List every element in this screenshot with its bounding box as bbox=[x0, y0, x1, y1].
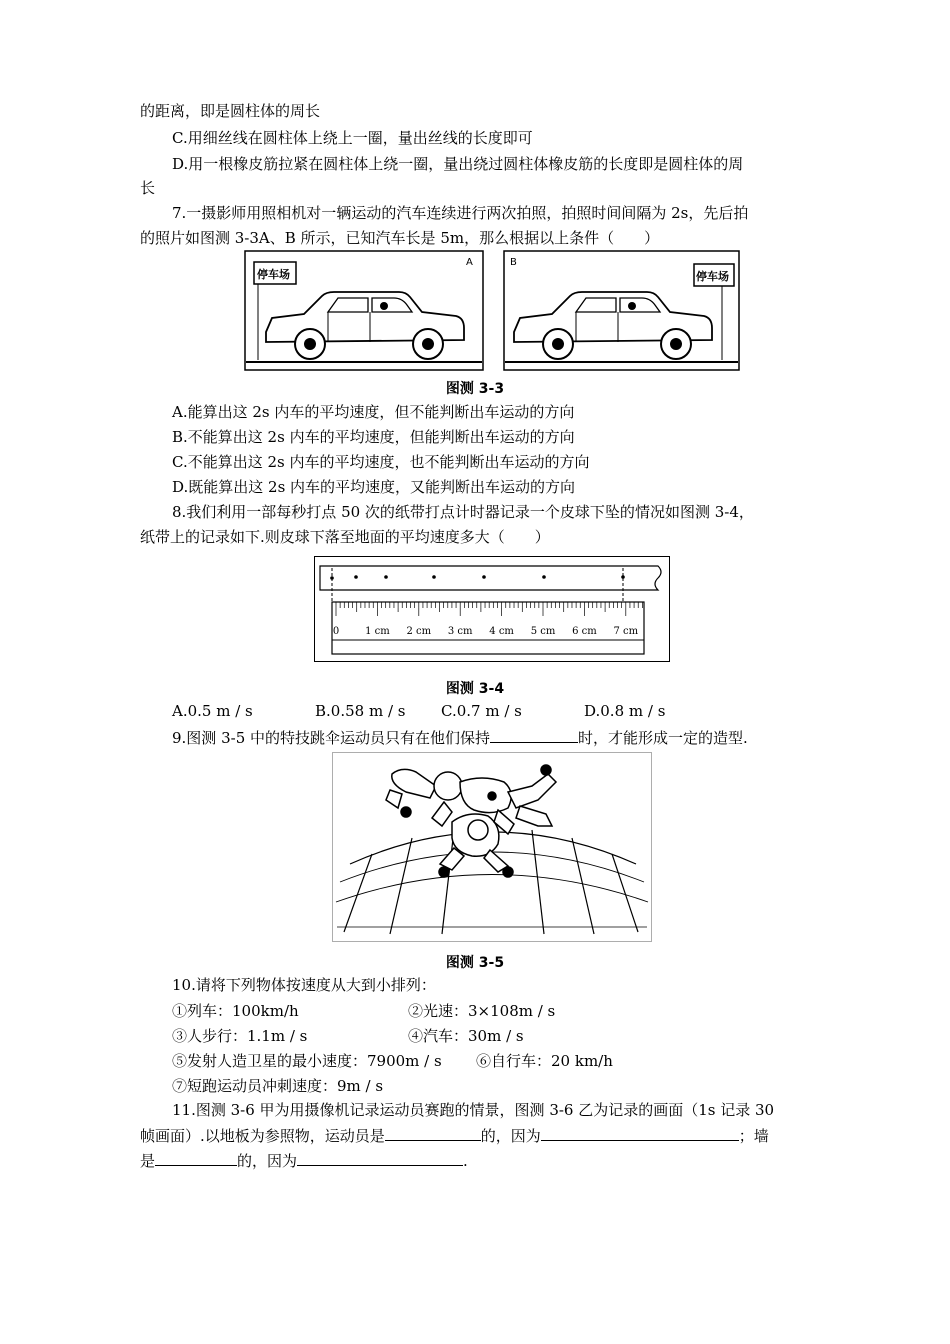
figure-3-3 bbox=[244, 250, 740, 372]
question-7-stem-cont: 的照片如图测 3-3A、B 所示，已知汽车长是 5m，那么根据以上条件（ ） bbox=[140, 229, 660, 247]
tick-label-6: 6 cm bbox=[572, 626, 597, 637]
sign-a: 停车场 bbox=[257, 268, 290, 281]
q9-text-after: 时，才能形成一定的造型. bbox=[578, 729, 748, 747]
q9-text-before: 9.图测 3-5 中的特技跳伞运动员只有在他们保持 bbox=[172, 729, 491, 747]
q9-answer-blank[interactable] bbox=[490, 727, 578, 743]
label-b: B bbox=[510, 257, 517, 268]
question-11-stem: 11.图测 3-6 甲为用摄像机记录运动员赛跑的情景，图测 3-6 乙为记录的画面（1s 记录 30 bbox=[172, 1101, 775, 1119]
question-10-title: 10.请将下列物体按速度从大到小排列： bbox=[172, 976, 436, 994]
question-11-line-2 bbox=[140, 1125, 820, 1146]
figure-3-4-caption: 图测 3-4 bbox=[445, 681, 505, 697]
q8-option-b: B.0.58 m / s bbox=[315, 702, 406, 720]
q10-item-1: ①列车：100km/h bbox=[172, 1002, 299, 1020]
q10-item-3: ③人步行：1.1m / s bbox=[172, 1027, 308, 1045]
q11-blank-athlete-reason[interactable] bbox=[541, 1125, 739, 1141]
q10-item-6: ⑥自行车：20 km/h bbox=[476, 1052, 613, 1070]
q7-option-c: C.不能算出这 2s 内车的平均速度，也不能判断出车运动的方向 bbox=[172, 453, 590, 471]
text-line: 长 bbox=[140, 179, 156, 197]
q7-option-b: B.不能算出这 2s 内车的平均速度，但能判断出车运动的方向 bbox=[172, 428, 575, 446]
option-c-prev: C.用细丝线在圆柱体上绕上一圈，量出丝线的长度即可 bbox=[172, 129, 533, 147]
tick-label-2: 2 cm bbox=[406, 626, 432, 637]
tick-label-1: 1 cm bbox=[365, 626, 390, 637]
q11-text: 的，因为 bbox=[480, 1127, 541, 1145]
q7-option-d: D.既能算出这 2s 内车的平均速度，又能判断出车运动的方向 bbox=[172, 478, 576, 496]
figure-3-4 bbox=[314, 556, 670, 662]
q11-text: . bbox=[463, 1152, 468, 1170]
q11-text: ；墙 bbox=[738, 1127, 769, 1145]
q11-text: 帧画面）.以地板为参照物，运动员是 bbox=[140, 1127, 385, 1145]
q11-blank-wall-reason[interactable] bbox=[297, 1150, 463, 1166]
tick-label-0: 0 bbox=[332, 626, 340, 637]
q8-option-d: D.0.8 m / s bbox=[584, 702, 666, 720]
q11-text: 的，因为 bbox=[237, 1152, 298, 1170]
photo-b bbox=[504, 251, 739, 370]
figure-3-5-caption: 图测 3-5 bbox=[445, 955, 505, 971]
q11-blank-wall-motion[interactable] bbox=[155, 1150, 237, 1166]
q7-option-a: A.能算出这 2s 内车的平均速度，但不能判断出车运动的方向 bbox=[172, 403, 575, 421]
q10-item-7: ⑦短跑运动员冲刺速度：9m / s bbox=[172, 1077, 384, 1095]
q10-item-4: ④汽车：30m / s bbox=[408, 1027, 524, 1045]
figure-3-3-caption: 图测 3-3 bbox=[445, 381, 505, 397]
q11-blank-athlete-motion[interactable] bbox=[385, 1125, 481, 1141]
question-11-line-3 bbox=[140, 1150, 820, 1171]
question-9 bbox=[172, 727, 820, 748]
tick-label-3: 3 cm bbox=[447, 626, 473, 637]
figure-3-5 bbox=[332, 752, 652, 942]
q10-item-2: ②光速：3×108m / s bbox=[408, 1002, 556, 1020]
q8-option-a: A.0.5 m / s bbox=[172, 702, 253, 720]
tick-label-5: 5 cm bbox=[530, 626, 556, 637]
option-d-prev: D.用一根橡皮筋拉紧在圆柱体上绕一圈，量出绕过圆柱体橡皮筋的长度即是圆柱体的周 bbox=[172, 155, 744, 173]
tick-label-4: 4 cm bbox=[489, 626, 514, 637]
label-a: A bbox=[466, 257, 473, 268]
text-line: 的距离，即是圆柱体的周长 bbox=[140, 102, 321, 120]
question-7-stem: 7.一摄影师用照相机对一辆运动的汽车连续进行两次拍照，拍照时间间隔为 2s，先后拍 bbox=[172, 204, 749, 222]
sign-b: 停车场 bbox=[696, 270, 729, 283]
q8-option-c: C.0.7 m / s bbox=[441, 702, 522, 720]
q10-item-5: ⑤发射人造卫星的最小速度：7900m / s bbox=[172, 1052, 442, 1070]
q11-text: 是 bbox=[140, 1152, 156, 1170]
question-8-stem: 8.我们利用一部每秒打点 50 次的纸带打点计时器记录一个皮球下坠的情况如图测 3-4， bbox=[172, 503, 754, 521]
question-8-stem-cont: 纸带上的记录如下.则皮球下落至地面的平均速度多大（ ） bbox=[140, 528, 550, 546]
tick-label-7: 7 cm bbox=[613, 626, 639, 637]
